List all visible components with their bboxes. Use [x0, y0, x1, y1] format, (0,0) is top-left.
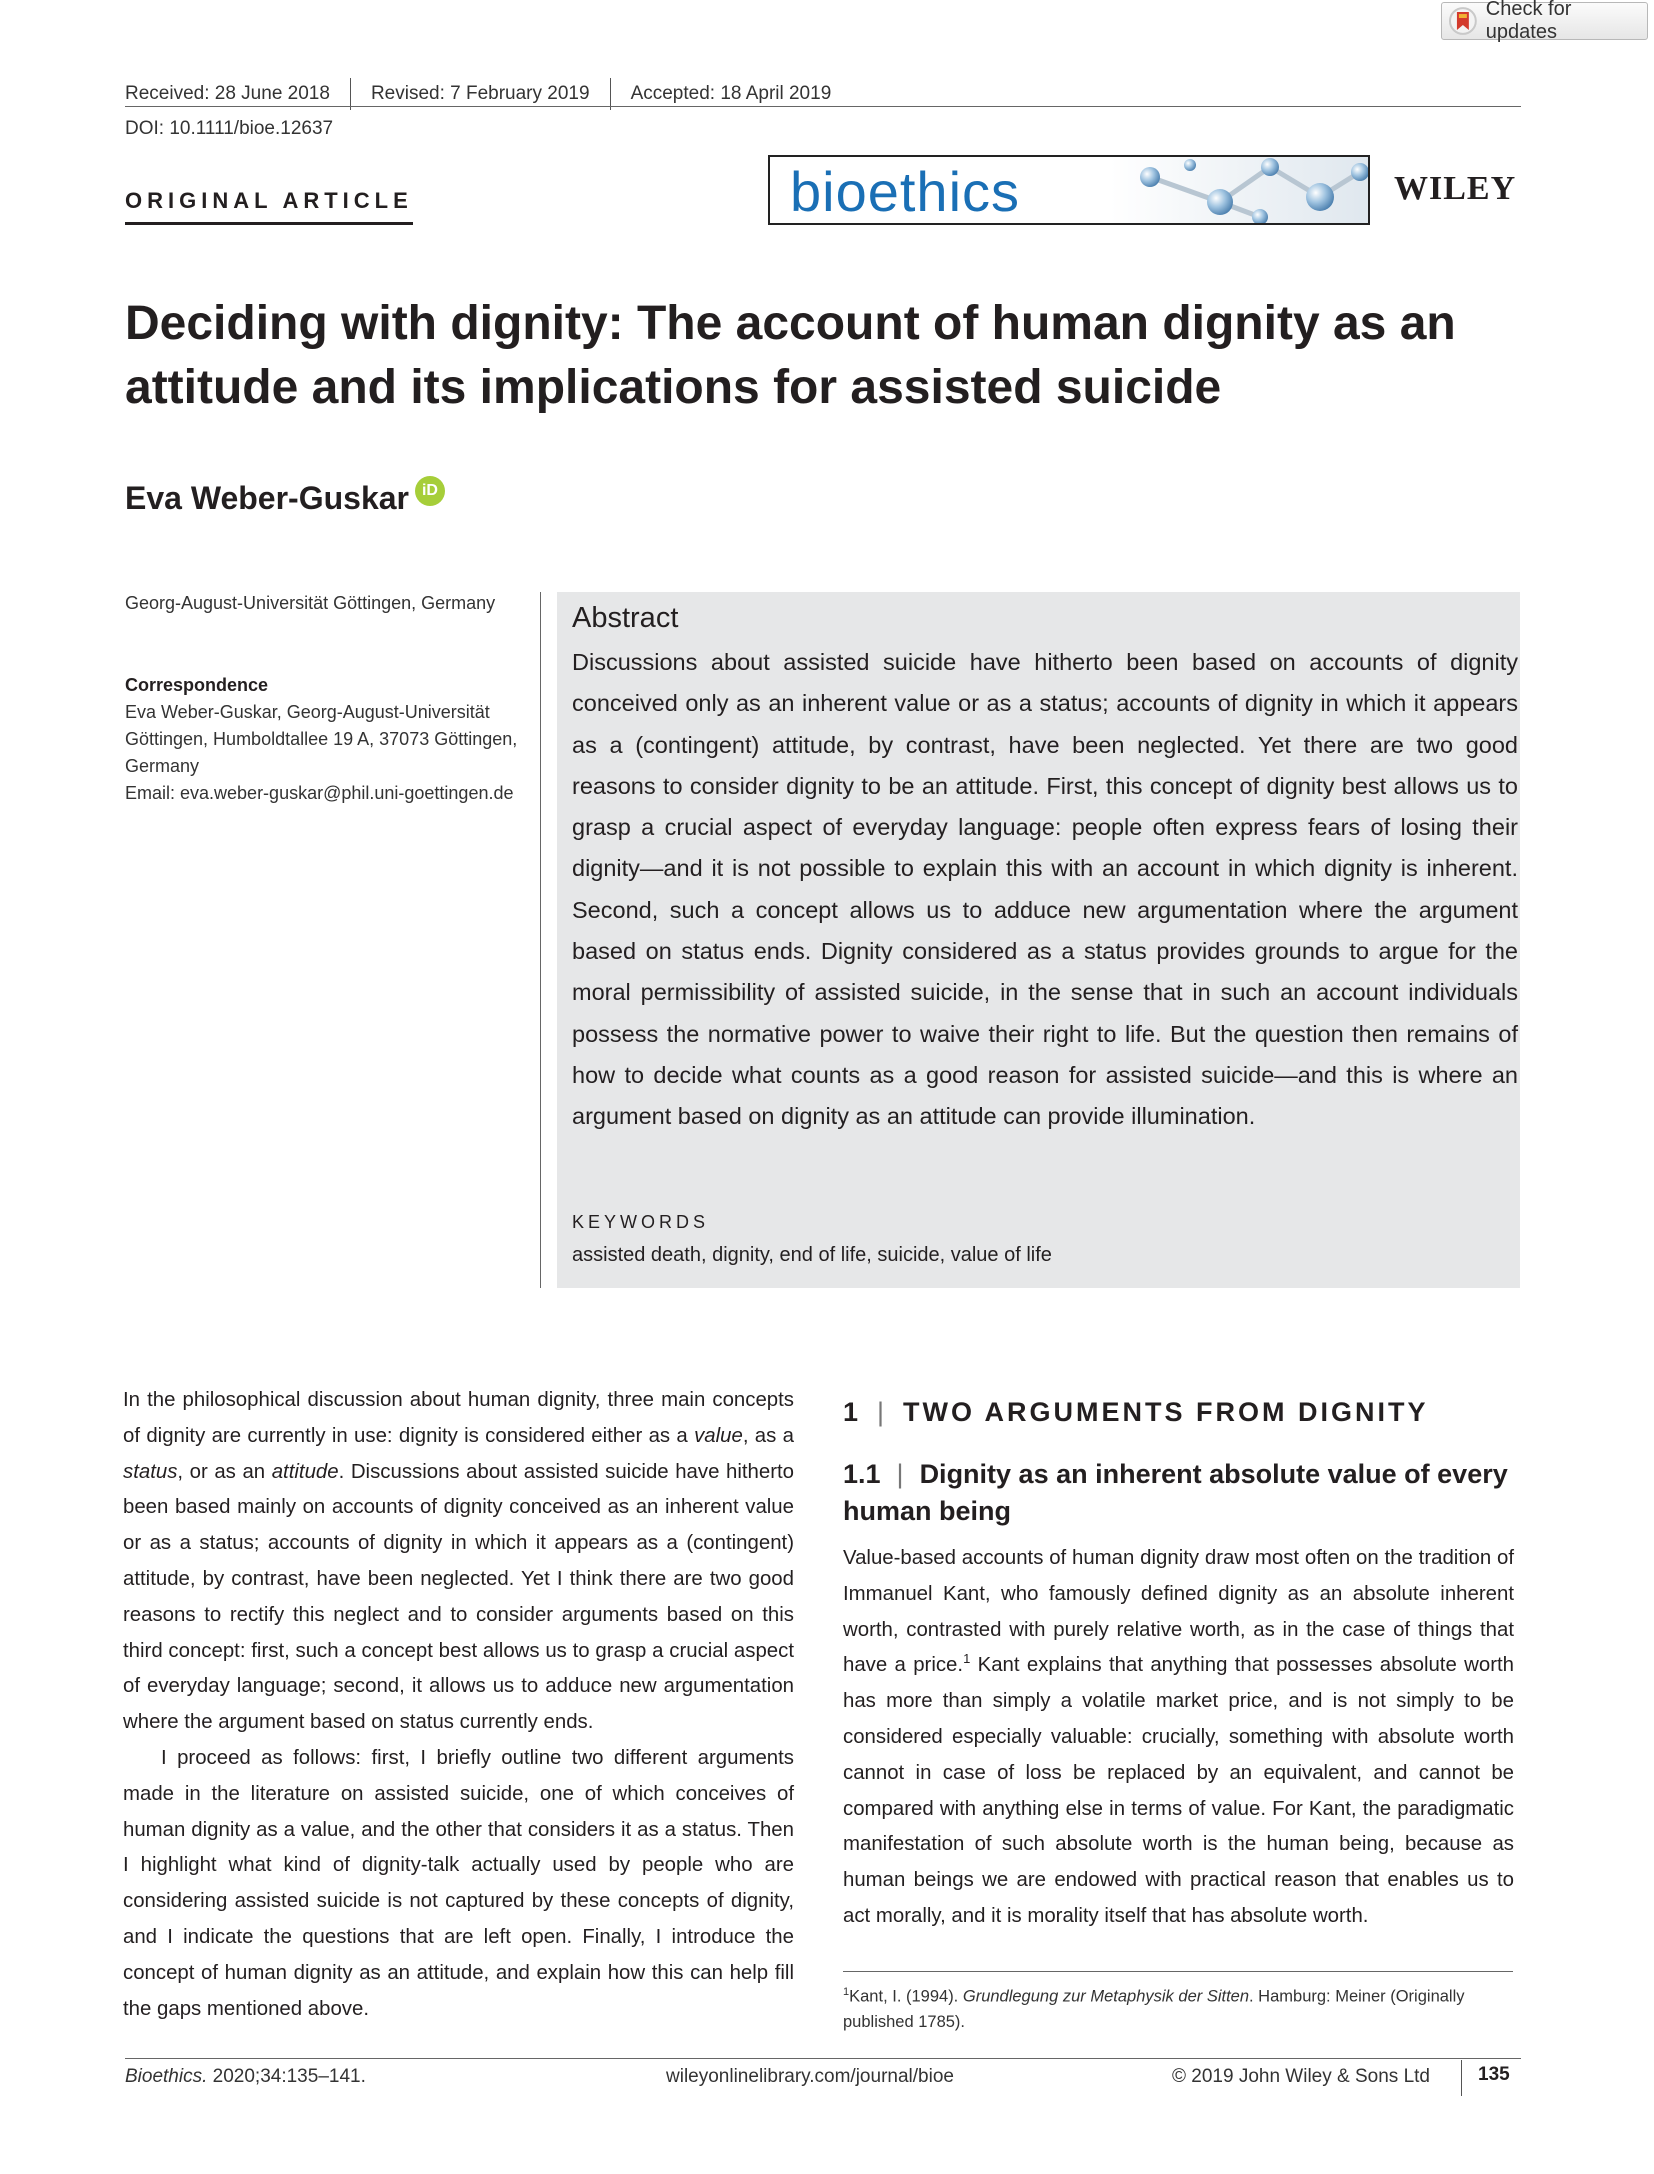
footer-rule	[125, 2058, 1521, 2059]
keywords-heading: KEYWORDS	[572, 1212, 710, 1232]
molecule-graphic	[1110, 157, 1370, 223]
bookmark-icon	[1448, 6, 1478, 36]
abstract-box	[557, 592, 1520, 1288]
keywords-list: assisted death, dignity, end of life, suicide, value of life	[572, 1244, 1052, 1266]
doi-link[interactable]: DOI: 10.1111/bioe.12637	[125, 118, 334, 139]
emphasis: status	[123, 1460, 178, 1483]
correspondence-heading: Correspondence	[125, 675, 269, 695]
citation-details: 2020;34:135–141.	[207, 2066, 366, 2087]
abstract-heading: Abstract	[572, 602, 679, 634]
journal-url[interactable]: wileyonlinelibrary.com/journal/bioe	[666, 2066, 954, 2087]
intro-paragraph-2: I proceed as follows: first, I briefly outline two different arguments made in the literature on assisted suicide, one of which conceives of human dignity as a value, and the other that considers it as a status. Then I highlight what kind of dignity-talk actually used by people who are considering assisted suicide is not captured by these concepts of dignity, and I indicate the questions that are left open. Finally, I introduce the concept of human dignity as an attitude, and explain how this can help fill the gaps mentioned above.	[123, 1746, 794, 2020]
text-run: Kant explains that anything that possesses absolute worth has more than simply a volatile market price, and is not simply to be considered especially valuable: crucially, something with absolute worth cannot in case of loss be replaced by an equivalent, and cannot be compared with anything else in terms of value. For Kant, the paradigmatic manifestation of such absolute worth is the human being, because as human beings we are endowed with practical reason that enables us to act morally, and it is morality itself that has absolute worth.	[843, 1654, 1514, 1927]
section-paragraph	[843, 1541, 1514, 1935]
check-for-updates-button[interactable]	[1441, 0, 1648, 43]
emphasis: value	[694, 1424, 743, 1447]
emphasis: Grundlegung zur Metaphysik der Sitten	[962, 1987, 1250, 2006]
heading-separator: |	[896, 1459, 904, 1489]
text-run: . Hamburg: Meiner (Originally published 1785).	[843, 1987, 1465, 2031]
journal-banner	[768, 155, 1370, 225]
revised-date: Revised: 7 February 2019	[370, 83, 590, 104]
text-run: Value-based accounts of human dignity draw most often on the tradition of Immanuel Kant, who famously defined dignity as an absolute inherent worth, contrasted with purely relative worth, as in the case of things that have a price.	[843, 1547, 1514, 1677]
footnote-rule	[843, 1971, 1513, 1972]
affiliation: Georg-August-Universität Göttingen, Germany	[125, 593, 496, 613]
header-rule	[125, 106, 1521, 107]
check-for-updates-label: Check for updates	[1485, 0, 1572, 43]
publisher-logo: WILEY	[1394, 170, 1517, 207]
text-run: , as a	[742, 1424, 794, 1447]
page-number: 135	[1478, 2064, 1510, 2085]
heading-separator: |	[877, 1397, 888, 1427]
column-divider	[540, 592, 541, 1288]
citation-journal: Bioethics.	[125, 2066, 208, 2087]
section-title: TWO ARGUMENTS FROM DIGNITY	[903, 1397, 1429, 1427]
subsection-heading	[843, 1456, 1523, 1530]
copyright: © 2019 John Wiley & Sons Ltd	[1172, 2066, 1430, 2087]
citation	[125, 2066, 366, 2088]
subsection-title: Dignity as an inherent absolute value of every human being	[843, 1459, 1508, 1526]
section-number: 1	[843, 1397, 862, 1427]
subsection-number: 1.1	[843, 1459, 881, 1489]
correspondence	[125, 672, 525, 807]
text-run: . Discussions about assisted suicide have hitherto been based mainly on accounts of dignity conceived as an inherent value or as a status; accounts of dignity in which it appears as a (contingent) attitude, by contrast, have been neglected. Yet I think there are two good reasons to rectify this neglect and to consider arguments based on this third concept: first, such a concept best allows us to grasp a crucial aspect of everyday language; second, it allows us to adduce new argumentation where the argument based on status currently ends.	[123, 1460, 794, 1734]
accepted-date: Accepted: 18 April 2019	[630, 83, 832, 104]
emphasis: attitude	[271, 1460, 339, 1483]
footnote	[843, 1980, 1493, 2035]
footnote-marker: 1	[843, 1986, 850, 1998]
intro-paragraph-1	[123, 1383, 794, 1741]
text-run: In the philosophical discussion about human dignity, three main concepts of dignity are currently in use: dignity is considered either as a	[123, 1389, 794, 1447]
text-run: Kant, I. (1994).	[849, 1987, 963, 2006]
journal-name: bioethics	[790, 160, 1021, 223]
footnote-ref[interactable]: 1	[963, 1651, 971, 1667]
orcid-icon[interactable]: iD	[415, 476, 445, 506]
divider	[1461, 2060, 1462, 2096]
correspondence-address: Eva Weber-Guskar, Georg-August-Universität Göttingen, Humboldtallee 19 A, 37073 Göttingen, Germany	[125, 702, 518, 776]
correspondence-email[interactable]: Email: eva.weber-guskar@phil.uni-goettingen.de	[125, 783, 514, 803]
author-name: Eva Weber-Guskar	[125, 480, 409, 516]
article-title: Deciding with dignity: The account of human dignity as an attitude and its implications for assisted suicide	[125, 297, 1456, 414]
received-date: Received: 28 June 2018	[125, 83, 330, 104]
author-line	[125, 480, 445, 517]
section-heading	[843, 1397, 1429, 1428]
article-type-label: ORIGINAL ARTICLE	[125, 188, 413, 225]
abstract-text: Discussions about assisted suicide have hitherto been based on accounts of dignity conceived only as an inherent value or as a status; accounts of dignity in which it appears as a (contingent) attitude, by contrast, have been neglected. Yet there are two good reasons to consider dignity to be an attitude. First, this concept of dignity best allows us to grasp a crucial aspect of everyday language: people often express fears of losing their dignity—and it is not possible to explain this with an account in which dignity is inherent. Second, such a concept allows us to adduce new argumentation where the argument based on status ends. Dignity considered as a status provides grounds to argue for the moral permissibility of assisted suicide, in the sense that in such an account individuals possess the normative power to waive their right to life. But the question then remains of how to decide what counts as a good reason for assisted suicide—and this is where an argument based on dignity as an attitude can provide illumination.	[572, 649, 1518, 1130]
intro-column	[123, 1383, 794, 2027]
text-run: , or as an	[177, 1460, 272, 1483]
